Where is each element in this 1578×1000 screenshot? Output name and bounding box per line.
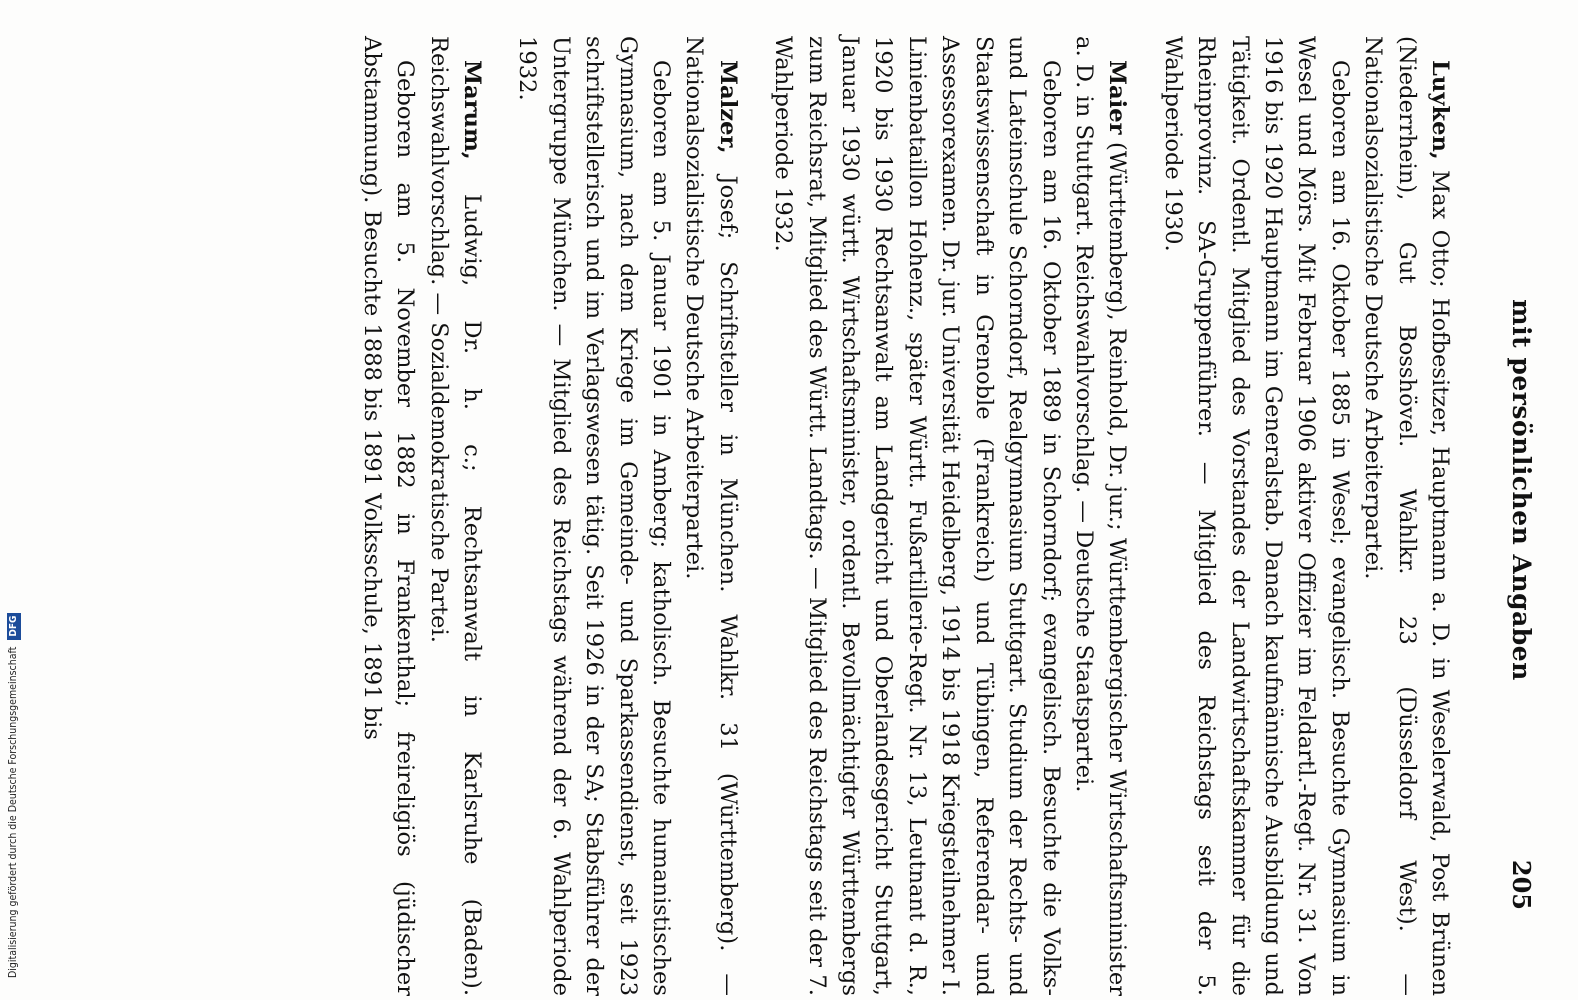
entry-text: Ludwig, Dr. h. c.; Rechtsanwalt in Karlsruhe (Baden). Reichswahlvorschlag. — Sozialdemokratische Partei.	[425, 36, 486, 996]
entry-marum	[354, 36, 488, 996]
page-number: 205	[1507, 859, 1536, 910]
entry-paragraph: Geboren am 5. November 1882 in Frankenthal; freireligiös (jüdischer Abstammung). Besuchte 1888 bis 1891 Volksschule, 1891 bis	[358, 36, 419, 996]
entry-line	[421, 36, 488, 996]
entry-text: Max Otto; Hofbesitzer, Hauptmann a. D. in Weselerwald, Post Brünen (Niederrhein), Gut Bosshövel. Wahlkr. 23 (Düsseldorf West). — Nationalsozialistische Deutsche Arbeiterpartei.	[1360, 36, 1453, 997]
entry-line	[1067, 36, 1134, 996]
entry-maier	[766, 36, 1133, 996]
entry-malzer	[510, 36, 744, 996]
entry-luyken	[1155, 36, 1456, 996]
entry-paragraph: Geboren am 16. Oktober 1889 in Schorndorf; evangelisch. Besuchte die Volks- und Lateinschule Schorndorf, Realgymnasium Stuttgart. Studium der Rechts- und Staatswissenschaft in Grenoble (Frankreich) und Tübingen, Referendar- und Assessorexamen. Dr. jur. Universität Heidelberg, 1914 bis 1918 Kriegsteilnehmer I. Linienbataillon Hohenz., später Württ. Fußartillerie-Regt. Nr. 13, Leutnant d. R., 1920 bis 1930 Rechtsanwalt am Landgericht und Oberlandesgericht Stuttgart, Januar 1930 württ. Wirtschaftsminister, ordentl. Bevollmächtigter Württembergs zum Reichsrat, Mitglied des Württ. Landtags. — Mitglied des Reichstags seit der 7. Wahlperiode 1932.	[770, 36, 1064, 996]
entry-paragraph: Geboren am 16. Oktober 1885 in Wesel; evangelisch. Besuchte Gymnasium in Wesel und Mörs. Mit Februar 1906 aktiver Offizier im Feldartl.-Regt. Nr. 31. Von 1916 bis 1920 Hauptmann im Generalstab. Danach kaufmännische Ausbildung und Tätigkeit. Ordentl. Mitglied des Vorstandes der Landwirtschaftskammer für die Rheinprovinz. SA-Gruppenführer. — Mitglied des Reichstags seit der 5. Wahlperiode 1930.	[1159, 36, 1353, 996]
digitization-footer	[0, 0, 22, 1000]
entry-paragraph: Geboren am 5. Januar 1901 in Amberg; katholisch. Besuchte humanistisches Gymnasium, nach dem Kriege im Gemeinde- und Sparkassendienst, seit 1923 schriftstellerisch und im Verlagswesen tätig. Seit 1926 in der SA; Stabsführer der Untergruppe München. — Mitglied des Reichstags während der 6. Wahlperiode 1932.	[514, 36, 675, 996]
running-title: mit persönlichen Angaben	[1507, 299, 1536, 681]
page-header	[1496, 70, 1536, 910]
dfg-logo: DFG	[7, 613, 21, 640]
entry-name: Luyken,	[1427, 60, 1453, 160]
entry-name: Malzer,	[714, 60, 741, 154]
footer-text-row	[6, 0, 28, 1000]
entry-name: Marum,	[459, 60, 486, 160]
entry-line	[1356, 36, 1456, 996]
entry-name: Maier	[1104, 60, 1131, 135]
entry-list	[332, 36, 1456, 996]
entry-text: Josef; Schriftsteller in München. Wahlkr. 31 (Württemberg). — Nationalsozialistische Deutsche Arbeiterpartei.	[681, 36, 741, 996]
entry-line	[677, 36, 744, 996]
footer-credit: Digitalisierung gefördert durch die Deutsche Forschungsgemeinschaft	[7, 646, 19, 978]
entry-text: (Württemberg), Reinhold, Dr. jur.; Württembergischer Wirtschaftsminister a. D. in Stuttgart. Reichswahlvorschlag. — Deutsche Staatspartei.	[1070, 36, 1131, 996]
